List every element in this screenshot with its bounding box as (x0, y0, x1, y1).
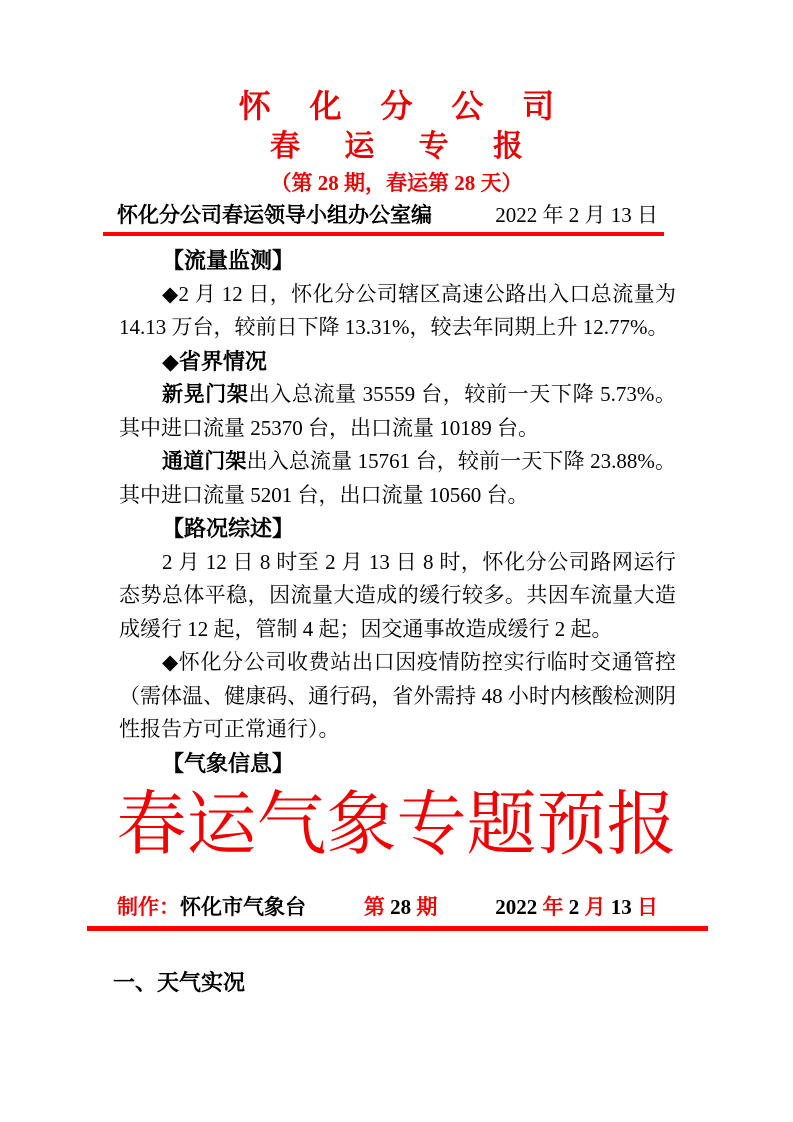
maker-value: 怀化市气象台 (180, 895, 306, 919)
traffic-paragraph: ◆2 月 12 日，怀化分公司辖区高速公路出入口总流量为 14.13 万台，较前日下降 13.31%，较去年同期上升 12.77%。 (119, 281, 676, 339)
xinhuang-gantry-name: 新晃门架 (162, 383, 249, 406)
weather-date-day-label: 日 (631, 895, 658, 919)
xinhuang-gantry-stats: 出入总流量 35559 台，较前一天下降 5.73%。其中进口流量 25370 台，出口流量 10189 台。 (119, 382, 676, 440)
weather-section-heading: 【气象信息】 (162, 750, 295, 776)
bulletin-title: 春 运 专 报 (269, 130, 541, 163)
weather-banner-title: 春运气象专题预报 (116, 787, 677, 864)
weather-issue-number (364, 894, 438, 920)
company-title: 怀 化 分 公 司 (238, 88, 570, 124)
issue-suffix: 期 (411, 895, 438, 919)
tongdao-gantry-name: 通道门架 (162, 450, 247, 473)
weather-divider-rule (87, 926, 708, 931)
weather-actual-heading: 一、天气实况 (113, 970, 246, 995)
road-paragraph-1: 2 月 12 日 8 时至 2 月 13 日 8 时，怀化分公司路网运行态势总体平稳，因流量大造成的缓行较多。共因车流量大造成缓行 12 起，管制 4 起；因交通事故造成缓行 2 起。 (119, 549, 676, 641)
issue-prefix: 第 (363, 895, 391, 919)
header-date: 2022 年 2 月 13 日 (495, 203, 658, 227)
weather-date-month: 2 (568, 895, 580, 919)
bulletin-body (119, 244, 676, 780)
header-divider-rule (103, 232, 664, 236)
issue-number: 28 (390, 895, 412, 919)
maker-label: 制作： (117, 895, 180, 919)
weather-date-month-label: 月 (579, 895, 611, 919)
weather-date-day: 13 (610, 895, 632, 919)
road-section-heading: 【路况综述】 (162, 516, 295, 541)
provincial-border-subheading: ◆省界情况 (162, 348, 267, 374)
xinhuang-gantry-paragraph (119, 378, 676, 445)
weather-date (495, 894, 658, 920)
editor-name: 怀化分公司春运领导小组办公室编 (117, 203, 432, 227)
issue-line: （第 28 期，春运第 28 天） (270, 171, 523, 195)
road-paragraph-2: ◆怀化分公司收费站出口因疫情防控实行临时交通管控（需体温、健康码、通行码，省外需持 48 小时内核酸检测阴性报告方可正常通行）。 (119, 650, 676, 741)
tongdao-gantry-stats: 出入总流量 15761 台，较前一天下降 23.88%。其中进口流量 5201 台，出口流量 10560 台。 (119, 449, 676, 507)
maker-item (117, 894, 306, 920)
editor-row (117, 202, 658, 228)
tongdao-gantry-paragraph (119, 445, 676, 512)
weather-date-year: 2022 (495, 895, 538, 919)
traffic-section-heading: 【流量监测】 (162, 248, 295, 273)
weather-maker-row (117, 894, 658, 920)
weather-date-year-label: 年 (537, 895, 569, 919)
